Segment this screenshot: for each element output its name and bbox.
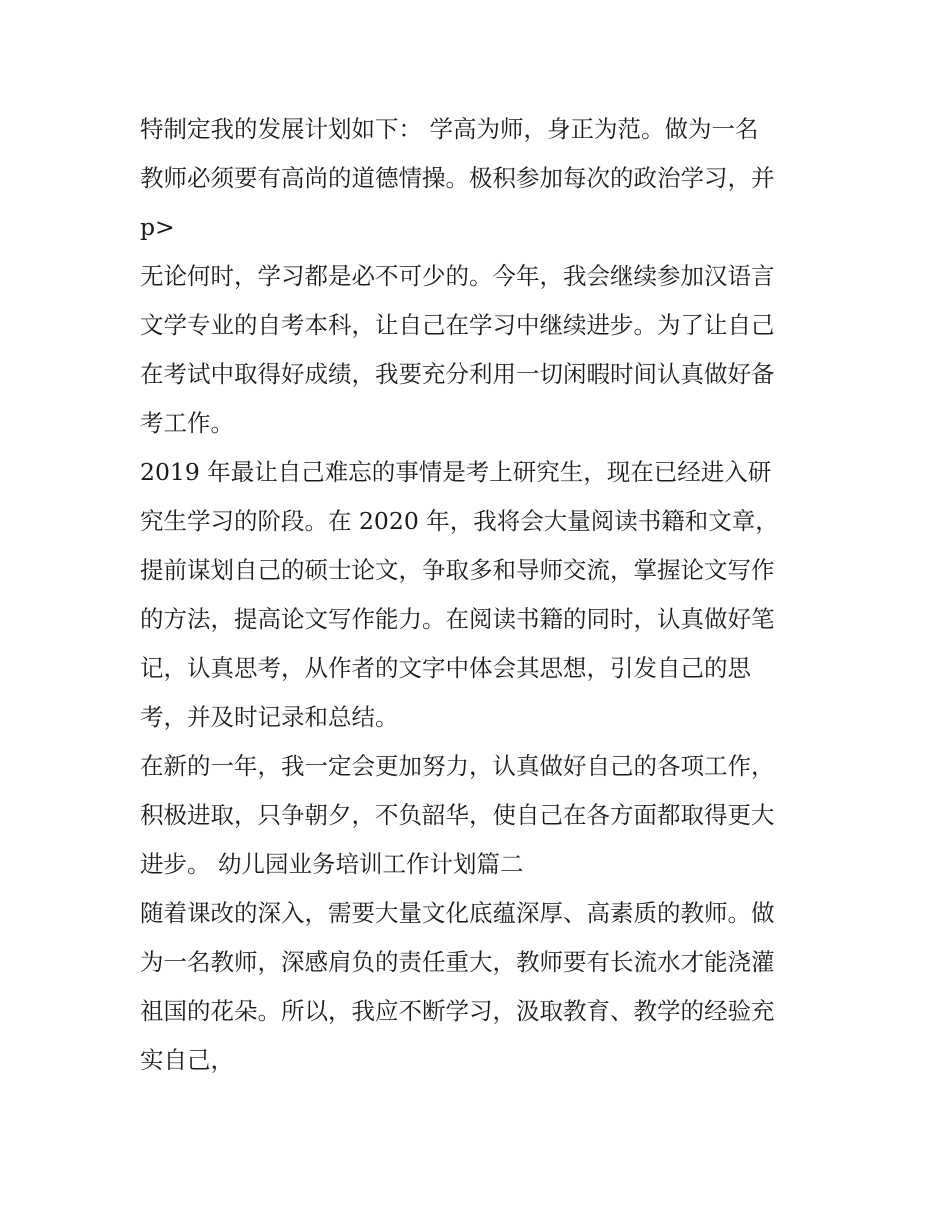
text-line-7: 考工作。: [140, 409, 234, 437]
text-line-16: 进步。 幼儿园业务培训工作计划篇二: [140, 850, 524, 878]
text-line-18: 为一名教师，深感肩负的责任重大，教师要有长流水才能浇灌: [140, 948, 775, 976]
text-line-12: 记，认真思考，从作者的文字中体会其思想，引发自己的思: [140, 654, 751, 682]
text-line-2: 教师必须要有高尚的道德情操。极积参加每次的政治学习，并: [140, 164, 775, 192]
text-line-20: 实自己，: [140, 1046, 234, 1074]
text-line-11: 的方法，提高论文写作能力。在阅读书籍的同时，认真做好笔: [140, 605, 775, 633]
text-line-1: 特制定我的发展计划如下： 学高为师，身正为范。做为一名: [140, 115, 759, 143]
text-line-15: 积极进取，只争朝夕，不负韶华，使自己在各方面都取得更大: [140, 801, 775, 829]
text-line-13: 考，并及时记录和总结。: [140, 703, 399, 731]
text-line-17: 随着课改的深入，需要大量文化底蕴深厚、高素质的教师。做: [140, 899, 775, 927]
text-line-3: p>: [140, 213, 175, 241]
text-line-4: 无论何时，学习都是必不可少的。今年，我会继续参加汉语言: [140, 262, 775, 290]
text-line-5: 文学专业的自考本科，让自己在学习中继续进步。为了让自己: [140, 311, 775, 339]
text-line-8: 2019 年最让自己难忘的事情是考上研究生，现在已经进入研: [140, 458, 772, 486]
text-line-10: 提前谋划自己的硕士论文，争取多和导师交流，掌握论文写作: [140, 556, 775, 584]
text-line-14: 在新的一年，我一定会更加努力，认真做好自己的各项工作，: [140, 752, 775, 780]
text-line-9: 究生学习的阶段。在 2020 年，我将会大量阅读书籍和文章，: [140, 507, 779, 535]
text-line-19: 祖国的花朵。所以，我应不断学习，汲取教育、教学的经验充: [140, 997, 775, 1025]
text-line-6: 在考试中取得好成绩，我要充分利用一切闲暇时间认真做好备: [140, 360, 775, 388]
document-page: [140, 105, 815, 1085]
